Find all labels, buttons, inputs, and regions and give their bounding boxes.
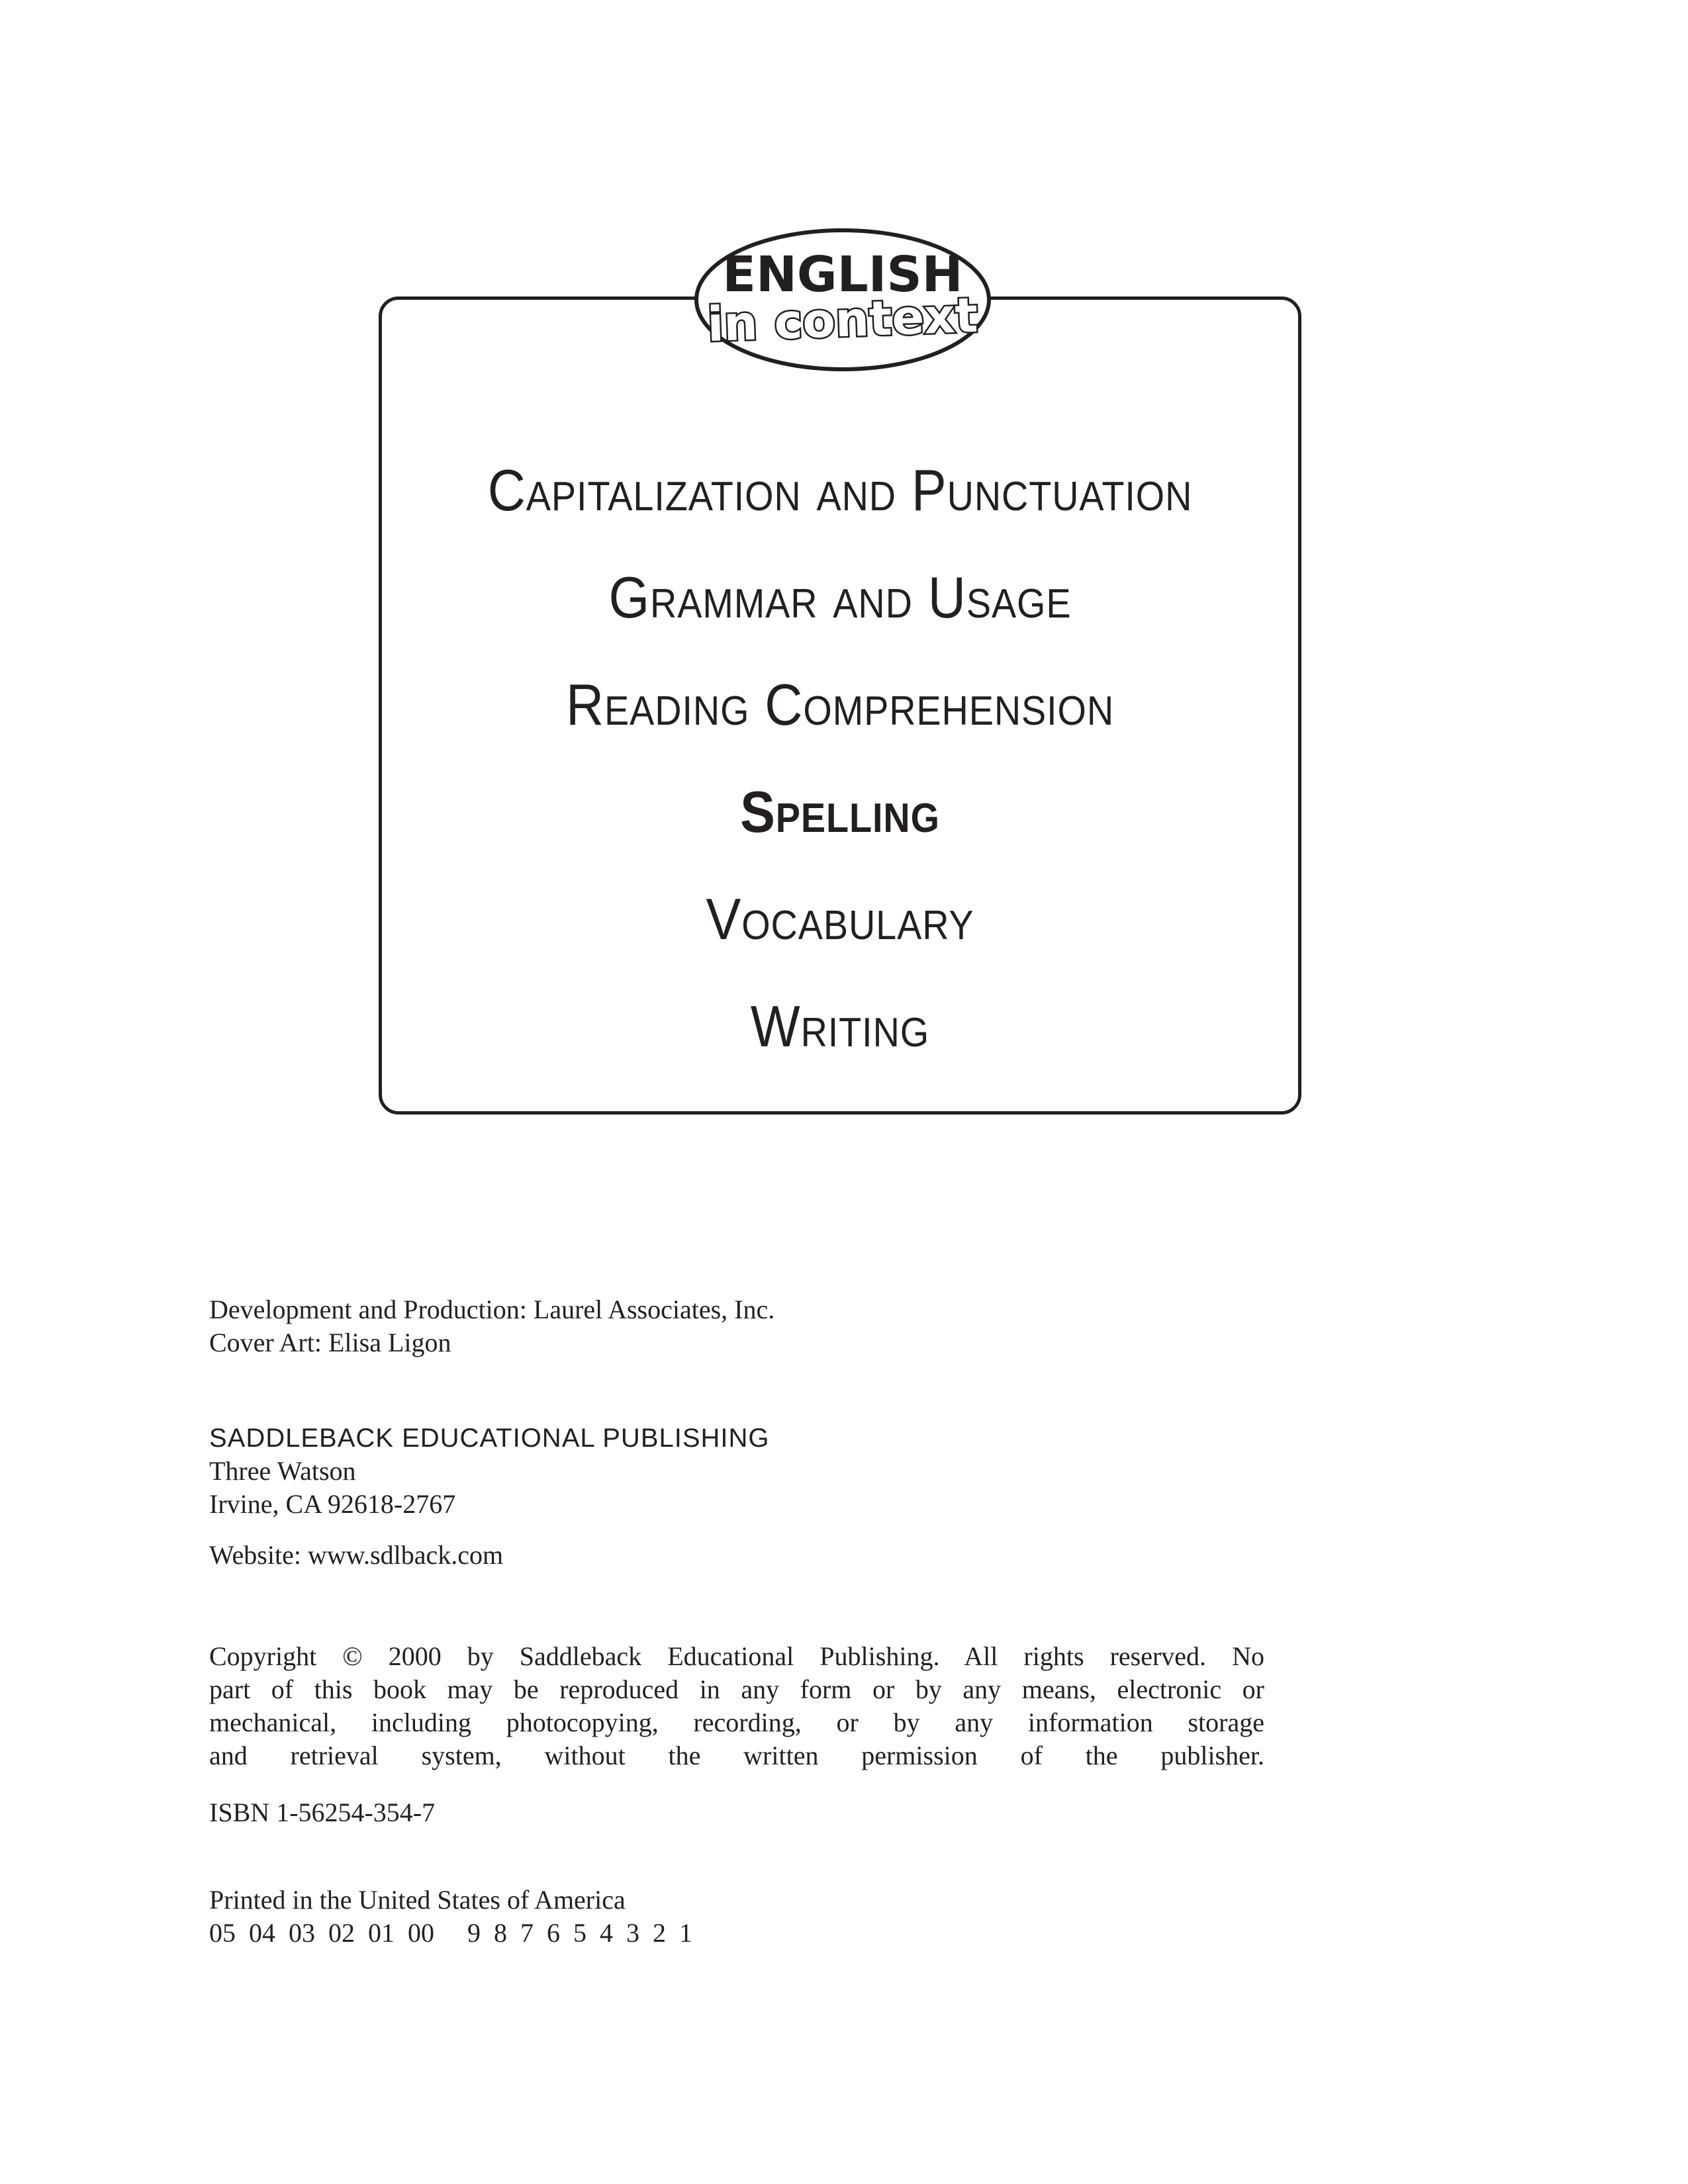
development-credit: Development and Production: Laurel Associates, Inc. [209, 1295, 775, 1324]
publisher-block [209, 1422, 770, 1521]
subject-capitalization-punctuation: Capitalization and Punctuation [487, 457, 1193, 523]
copyright-line: mechanical, including photocopying, recording, or by any information storage [209, 1707, 1264, 1737]
subject-list [379, 437, 1301, 1080]
printed-in: Printed in the United States of America [209, 1885, 626, 1915]
copyright-line: and retrieval system, without the written permission of the publisher. [209, 1741, 1264, 1770]
copyright-notice [209, 1640, 1264, 1772]
publisher-name: SADDLEBACK EDUCATIONAL PUBLISHING [209, 1424, 770, 1453]
printing-block [209, 1884, 692, 1950]
logo-bottom-text-outline: in context [706, 287, 979, 353]
publisher-address-line1: Three Watson [209, 1456, 356, 1486]
production-credits [209, 1293, 774, 1359]
subject-writing: Writing [750, 993, 930, 1059]
cover-art-credit: Cover Art: Elisa Ligon [209, 1328, 451, 1357]
subject-vocabulary: Vocabulary [706, 886, 974, 952]
subject-grammar-usage: Grammar and Usage [608, 565, 1072, 630]
copyright-line: part of this book may be reproduced in any form or by any means, electronic or [209, 1674, 1264, 1704]
subject-spelling: Spelling [740, 779, 940, 844]
publisher-website: Website: www.sdlback.com [209, 1540, 504, 1570]
logo-top-text: ENGLISH [722, 246, 963, 303]
isbn: ISBN 1-56254-354-7 [209, 1797, 436, 1827]
copyright-line: Copyright © 2000 by Saddleback Educational Publishing. All rights reserved. No [209, 1641, 1264, 1671]
printing-numbers: 05 04 03 02 01 00 9 8 7 6 5 4 3 2 1 [209, 1918, 692, 1948]
publisher-address-line2: Irvine, CA 92618-2767 [209, 1489, 456, 1519]
subject-reading-comprehension: Reading Comprehension [565, 672, 1115, 737]
website-block [209, 1539, 503, 1572]
english-in-context-logo [692, 225, 993, 375]
isbn-block [209, 1796, 435, 1829]
